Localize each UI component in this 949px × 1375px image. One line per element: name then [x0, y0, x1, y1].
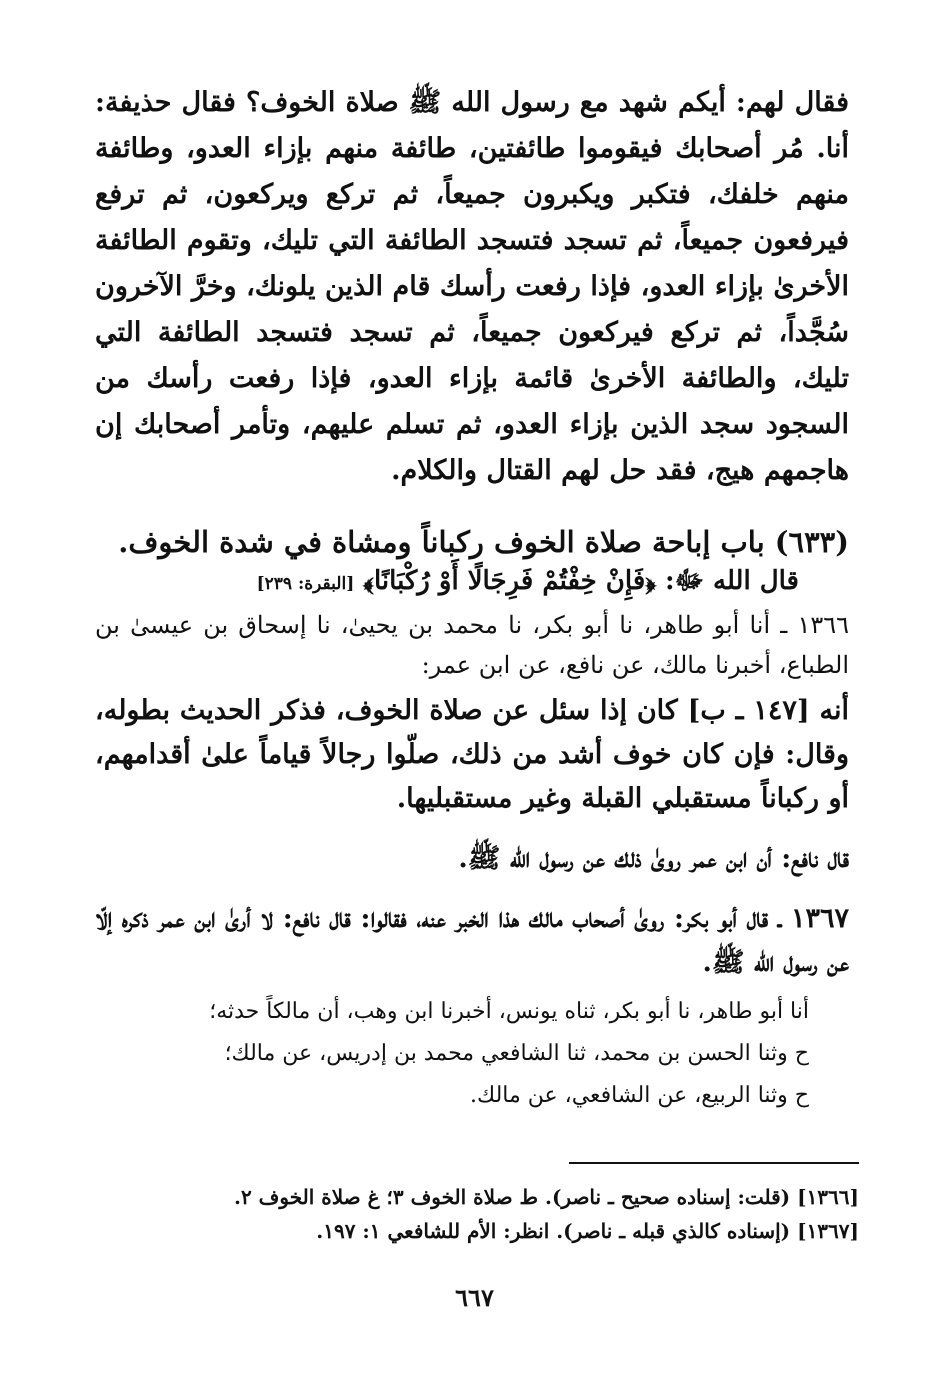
isnad-chain: أنا أبو طاهر، نا أبو بكر، ثناه يونس، أخبرنا ابن وهب، أن مالكاً حدثه؛ — [209, 999, 809, 1024]
hadith-1366-isnad: ١٣٦٦ ـ أنا أبو طاهر، نا أبو بكر، نا محمد بن يحيىٰ، نا إسحاق بن عيسىٰ بن الطباع، أخبرنا مالك، عن نافع، عن ابن عمر: — [95, 611, 849, 679]
ayah-reference: [البقرة: ٢٣٩] — [256, 574, 355, 594]
isnad-chain: ح وثنا الربيع، عن الشافعي، عن مالك. — [470, 1083, 809, 1108]
hadith-1367-text: ١٣٦٧ ـ قال أبو بكر: روىٰ أصحاب مالك هذا الخبر عنه، فقالوا: قال نافع: لا أرىٰ ابن عمر ذكره إلّا عن رسول الله ﷺ. — [95, 903, 849, 978]
intro-paragraph: فقال لهم: أيكم شهد مع رسول الله ﷺ صلاة الخوف؟ فقال حذيفة: أنا. مُر أصحابك فيقوموا طائفتين، طائفة منهم بإزاء العدو، وطائفة منهم خلفك، فتكبر ويكبرون جميعاً، ثم تركع ويركعون، ثم ترفع فيرفعون جميعاً، ثم تسجد فتسجد الطائفة التي تليك، وتقوم الطائفة الأخرىٰ بإزاء العدو، فإذا رفعت رأسك قام الذين يلونك، وخرَّ الآخرون سُجَّداً، ثم تركع فيركعون جميعاً، ثم تسجد فتسجد الطائفة التي تليك، والطائفة الأخرىٰ قائمة بإزاء العدو، فإذا رفعت رأسك من السجود سجد الذين بإزاء العدو، ثم تسلم عليهم، وتأمر أصحابك إن هاجمهم هيج، فقد حل لهم القتال والكلام. — [95, 87, 849, 486]
page-number: ٦٦٧ — [455, 1283, 494, 1312]
isnad-chain: ح وثنا الحسن بن محمد، ثنا الشافعي محمد بن إدريس، عن مالك؛ — [224, 1041, 809, 1066]
footnote: [١٣٦٧] (إسناده كالذي قبله ـ ناصر). انظر: الأم للشافعي ١: ١٩٧. — [316, 1219, 859, 1243]
footnote-divider — [569, 1162, 859, 1164]
ayah-line — [95, 562, 849, 603]
ayah-intro: قال الله ﷻ: — [665, 566, 799, 596]
footnotes — [90, 1180, 859, 1248]
chapter-heading: (٦٣٣) باب إباحة صلاة الخوف ركباناً ومشاة في شدة الخوف. — [118, 525, 849, 559]
ayah-text: ﴿فَإِنْ خِفْتُمْ فَرِجَالًا أَوْ رُكْبَانًا﴾ — [363, 566, 656, 596]
hadith-1366-nafi-note: قال نافع: أن ابن عمر روىٰ ذلك عن رسول الله ﷺ. — [458, 843, 849, 874]
hadith-1366-matn: أنه [١٤٧ ـ ب] كان إذا سئل عن صلاة الخوف، فذكر الحديث بطوله، وقال: فإن كان خوف أشد من ذلك، صلّوا رجالاً قياماً علىٰ أقدامهم، أو ركباناً مستقبلي القبلة وغير مستقبليها. — [95, 695, 849, 814]
hadith-1367-chains — [95, 991, 849, 1117]
footnote: [١٣٦٦] (قلت: إسناده صحيح ـ ناصر). ط صلاة الخوف ٣؛ غ صلاة الخوف ٢. — [233, 1185, 859, 1209]
